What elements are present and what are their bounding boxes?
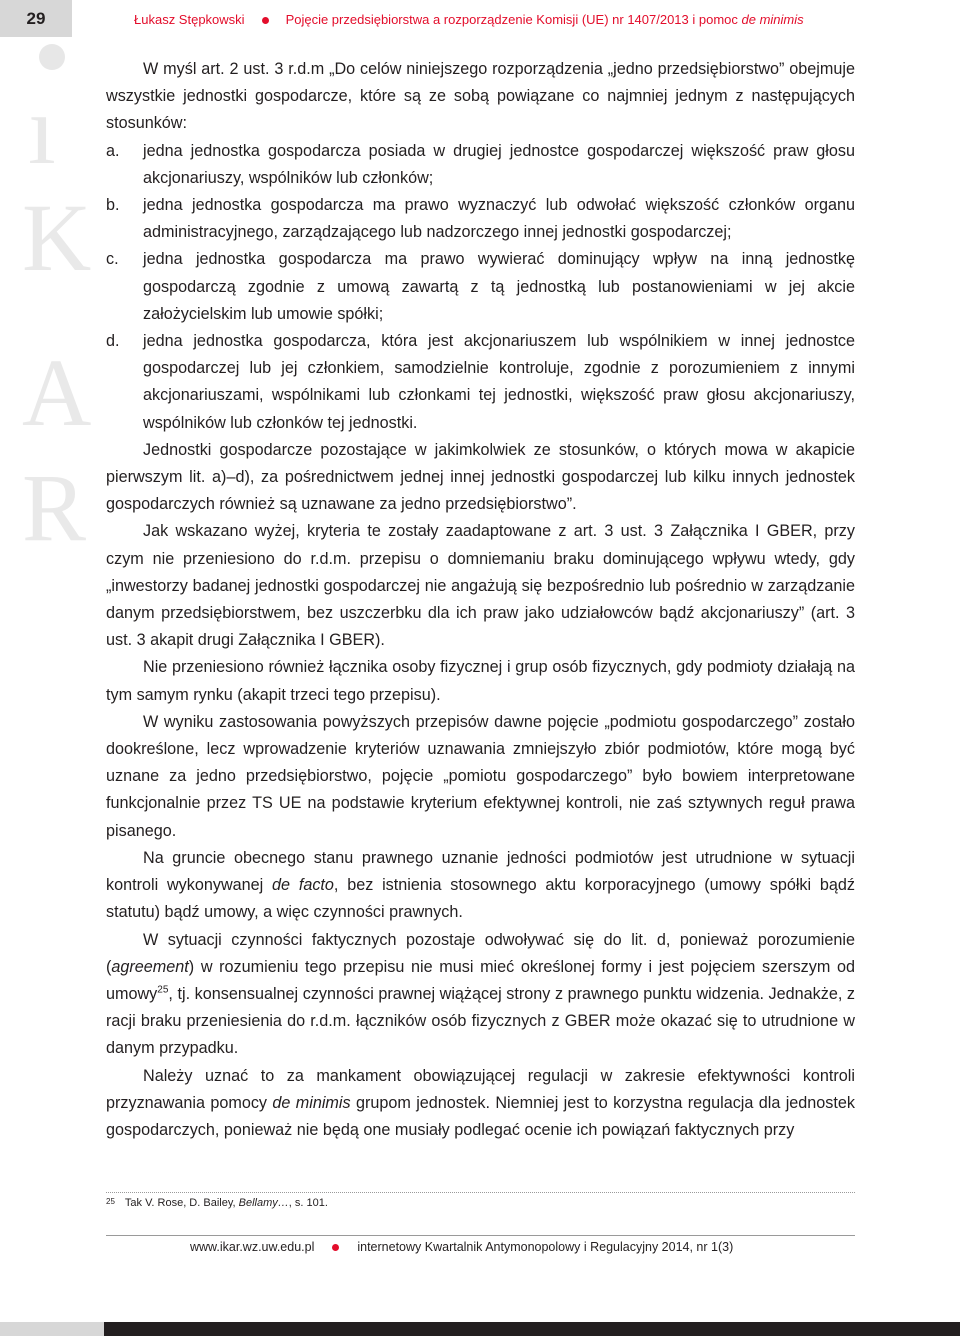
running-head-title-italic: de minimis	[741, 12, 804, 27]
footnote-divider	[106, 1192, 855, 1193]
page-footer	[190, 1240, 733, 1254]
running-head-title	[286, 12, 804, 27]
text-run: Na gruncie obecnego stanu prawnego uznanie jedności podmiotów jest utrudnione w sytuacji kontroli wykonywanej	[106, 848, 855, 895]
decorative-letter-r: R	[22, 454, 87, 561]
running-head-title-main: Pojęcie przedsiębiorstwa a rozporządzenie Komisji (UE) nr 1407/2013 i pomoc	[285, 12, 742, 27]
bullet-icon	[332, 1244, 339, 1251]
footer-url[interactable]: www.ikar.wz.uw.edu.pl	[190, 1240, 315, 1254]
text-run: W sytuacji czynności faktycznych pozostaje odwoływać się do lit. d, ponieważ porozumienie (	[106, 930, 855, 976]
intro-paragraph: W myśl art. 2 ust. 3 r.d.m „Do celów niniejszego rozporządzenia „jedno przedsiębiorstwo” obejmuje wszystkie jednostki gospodarcze, które są ze sobą powiązane co najmniej jednym z następujących stosunków:	[106, 60, 855, 133]
list-item-text: jedna jednostka gospodarcza posiada w drugiej jednostce gospodarczej większość praw głosu akcjonariuszy, wspólników lub członków;	[143, 141, 855, 187]
footnote-text-italic: Bellamy…	[238, 1197, 289, 1209]
decorative-dot-icon	[39, 44, 65, 70]
list-item-label: d.	[106, 332, 120, 351]
bullet-icon	[262, 17, 269, 24]
paragraph	[106, 845, 855, 927]
text-run-italic: de minimis	[272, 1093, 351, 1112]
text-run: Należy uznać to za mankament obowiązującej regulacji w zakresie efektywności kontroli przyznawania pomocy	[106, 1066, 855, 1112]
paragraph: W wyniku zastosowania powyższych przepisów dawne pojęcie „podmiotu gospodarczego” zostało dookreślone, lecz wprowadzenie kryteriów uznawania zmniejszyło zbiór podmiotów, które mogą być uznane za jedno przedsiębiorstwo, pojęcie „pomiotu gospodarczego” było bowiem interpretowane funkcjonalnie przez TS UE na podstawie kryterium efektywnej kontroli, nie zaś sztywnych reguł prawa pisanego.	[106, 712, 855, 840]
text-run-italic: de facto	[272, 876, 334, 895]
list-item	[106, 246, 855, 328]
list-item-label: b.	[106, 196, 120, 215]
footer-journal: internetowy Kwartalnik Antymonopolowy i Regulacyjny 2014, nr 1(3)	[357, 1240, 734, 1254]
running-head	[134, 12, 804, 27]
bottom-bar-gray	[0, 1322, 104, 1336]
paragraph	[106, 1063, 855, 1145]
paragraph: Jak wskazano wyżej, kryteria te zostały zaadaptowane z art. 3 ust. 3 Załącznika I GBER, przy czym nie przeniesiono do r.d.m. przepisu o domniemaniu braku dominującego wpływu wtedy, gdy „inwestorzy badanej jednostki gospodarczej nie angażują się bezpośrednio lub pośrednio w zarządzanie danym przedsiębiorstwem, bez uszczerbku dla ich praw jako udziałowców bądź akcjonariuszy” (art. 3 ust. 3 akapit drugi Załącznika I GBER).	[106, 522, 855, 650]
text-run: grupom jednostek. Niemniej jest to korzystna regulacja dla jednostek gospodarczych, ponieważ nie będą one musiały podlegać ocenie ich powiązań faktycznych przy	[106, 1093, 855, 1139]
footnote-number: 25	[106, 1197, 115, 1206]
list-item-text: jedna jednostka gospodarcza, która jest akcjonariuszem lub wspólnikiem w innej jednostce gospodarczej lub jej członkiem, samodzielnie kontroluje, zgodnie z porozumieniem z innymi akcjonariuszami, wspólnikami lub członkami tej jednostki, większość praw głosu akcjonariuszy, wspólników lub członków tej jednostki.	[143, 332, 855, 432]
paragraph: Nie przeniesiono również łącznika osoby fizycznej i grup osób fizycznych, gdy podmioty działają na tym samym rynku (akapit trzeci tego przepisu).	[106, 658, 855, 704]
text-run: ) w rozumieniu tego przepisu nie musi mieć określonej formy i jest pojęciem szerszym od umowy	[106, 957, 855, 1003]
list-item-text: jedna jednostka gospodarcza ma prawo wywierać dominujący wpływ na inną jednostkę gospodarczą zgodnie z umową zawartą z tą jednostką lub postanowieniami w jej akcie założycielskim lub umowie spółki;	[143, 250, 855, 323]
text-run: , bez istnienia stosownego aktu korporacyjnego (umowy spółki bądź statutu) bądź umowy, a więc czynności prawnych.	[106, 876, 855, 922]
list-item	[106, 328, 855, 437]
decorative-letter-a: A	[22, 339, 92, 446]
running-head-author: Łukasz Stępkowski	[134, 12, 245, 27]
text-run-italic: agreement	[111, 957, 189, 976]
footnote-ref[interactable]: 25	[157, 984, 169, 996]
list-item-label: c.	[106, 250, 119, 269]
footnote-text: , s. 101.	[288, 1197, 328, 1209]
list-item	[106, 138, 855, 192]
paragraph	[106, 927, 855, 1063]
footer-divider	[106, 1235, 855, 1236]
list-item	[106, 192, 855, 246]
paragraph: Jednostki gospodarcze pozostające w jakimkolwiek ze stosunków, o których mowa w akapicie pierwszym lit. a)–d), za pośrednictwem jednej innej jednostki gospodarczej lub kilku innych jednostek gospodarczych również są uznawane za jedno przedsiębiorstwo”.	[106, 440, 855, 514]
page-number: 29	[0, 0, 72, 37]
bottom-bar-dark	[104, 1322, 960, 1336]
footnote-text: Tak V. Rose, D. Bailey,	[124, 1197, 239, 1209]
list-item-text: jedna jednostka gospodarcza ma prawo wyznaczyć lub odwołać większość członków organu administracyjnego, zarządzającego lub nadzorczego innej jednostki gospodarczej;	[143, 196, 855, 242]
text-run: , tj. konsensualnej czynności prawnej wiążącej strony z prawnego punktu widzenia. Jednakże, z racji braku przeniesienia do r.d.m. łączników osób fizycznych z GBER może okazać się to utrudnione w danym przypadku.	[106, 984, 855, 1058]
main-text	[106, 56, 855, 1144]
decorative-letter-i: ı	[28, 74, 56, 185]
footnote	[106, 1197, 328, 1209]
list-item-label: a.	[106, 141, 120, 160]
decorative-letter-k: K	[22, 184, 92, 291]
